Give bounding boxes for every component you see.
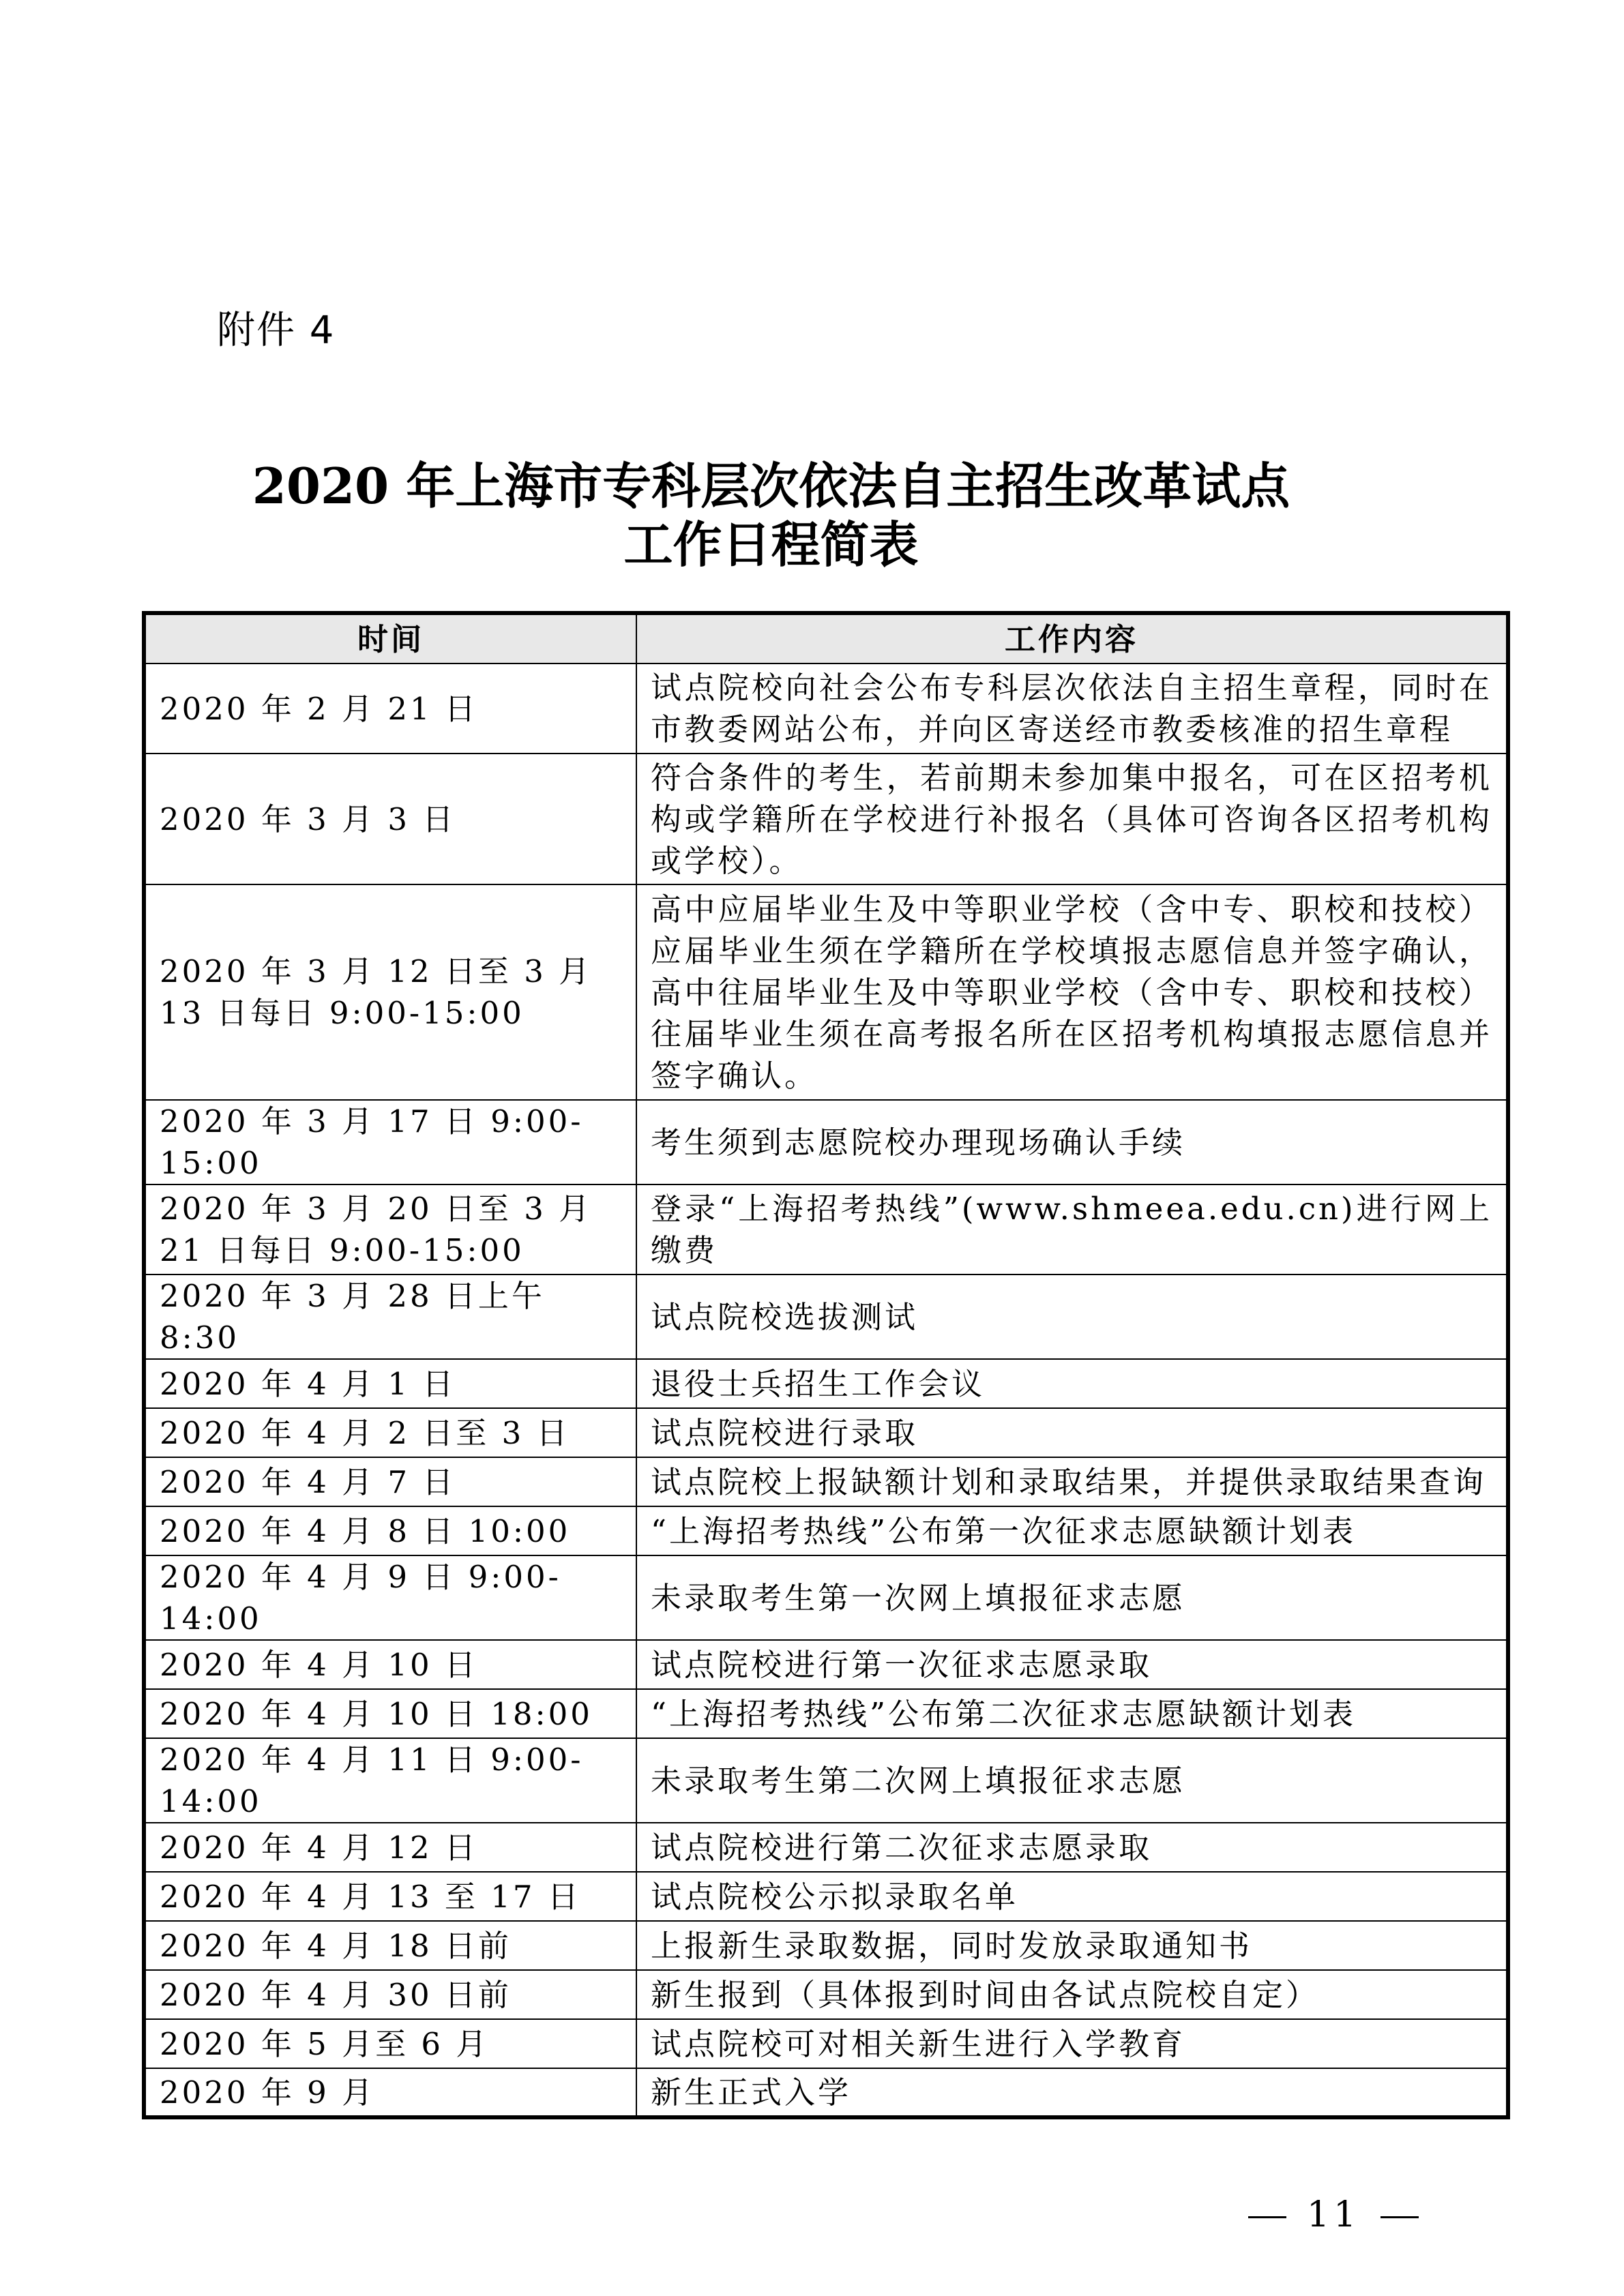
- content-cell: 试点院校公示拟录取名单: [636, 1872, 1508, 1921]
- table-row: [144, 2068, 1508, 2117]
- footer-dash-right: [1381, 2216, 1419, 2218]
- time-cell: 2020 年 3 月 28 日上午 8:30: [144, 1274, 636, 1359]
- header-content: 工作内容: [636, 613, 1508, 664]
- time-cell: 2020 年 4 月 10 日 18:00: [144, 1689, 636, 1738]
- content-cell: 试点院校上报缺额计划和录取结果，并提供录取结果查询: [636, 1457, 1508, 1506]
- table-row: [144, 1738, 1508, 1823]
- time-cell: 2020 年 5 月至 6 月: [144, 2019, 636, 2068]
- content-cell: 登录“上海招考热线”(www.shmeea.edu.cn)进行网上缴费: [636, 1184, 1508, 1274]
- table-row: [144, 1872, 1508, 1921]
- table-row: [144, 1100, 1508, 1184]
- table-header-row: [144, 613, 1508, 664]
- page-number: 11: [1307, 2194, 1361, 2235]
- content-cell: 未录取考生第二次网上填报征求志愿: [636, 1738, 1508, 1823]
- content-cell: 新生报到（具体报到时间由各试点院校自定）: [636, 1970, 1508, 2019]
- table-row: [144, 1689, 1508, 1738]
- table-row: [144, 1408, 1508, 1457]
- document-title-line1: 2020 年上海市专科层次依法自主招生改革试点: [252, 457, 1290, 515]
- table-row: [144, 1184, 1508, 1274]
- schedule-table: [142, 611, 1510, 2119]
- content-cell: 符合条件的考生，若前期未参加集中报名，可在区招考机构或学籍所在学校进行补报名（具体可咨询各区招考机构或学校）。: [636, 754, 1508, 884]
- content-cell: “上海招考热线”公布第二次征求志愿缺额计划表: [636, 1689, 1508, 1738]
- table-row: [144, 884, 1508, 1100]
- table-row: [144, 1359, 1508, 1408]
- table-row: [144, 1274, 1508, 1359]
- time-cell: 2020 年 2 月 21 日: [144, 664, 636, 754]
- content-cell: 考生须到志愿院校办理现场确认手续: [636, 1100, 1508, 1184]
- content-cell: 试点院校进行录取: [636, 1408, 1508, 1457]
- content-cell: 新生正式入学: [636, 2068, 1508, 2117]
- table-row: [144, 1921, 1508, 1970]
- time-cell: 2020 年 4 月 13 至 17 日: [144, 1872, 636, 1921]
- content-cell: 退役士兵招生工作会议: [636, 1359, 1508, 1408]
- table-row: [144, 1823, 1508, 1872]
- time-cell: 2020 年 4 月 30 日前: [144, 1970, 636, 2019]
- content-cell: “上海招考热线”公布第一次征求志愿缺额计划表: [636, 1506, 1508, 1555]
- content-cell: 试点院校进行第二次征求志愿录取: [636, 1823, 1508, 1872]
- time-cell: 2020 年 4 月 2 日至 3 日: [144, 1408, 636, 1457]
- document-title-line2: 工作日程简表: [623, 516, 919, 573]
- table-row: [144, 1457, 1508, 1506]
- content-cell: 高中应届毕业生及中等职业学校（含中专、职校和技校）应届毕业生须在学籍所在学校填报志愿信息并签字确认，高中往届毕业生及中等职业学校（含中专、职校和技校）往届毕业生须在高考报名所在区招考机构填报志愿信息并签字确认。: [636, 884, 1508, 1100]
- time-cell: 2020 年 4 月 12 日: [144, 1823, 636, 1872]
- table-row: [144, 754, 1508, 884]
- content-cell: 试点院校向社会公布专科层次依法自主招生章程，同时在市教委网站公布，并向区寄送经市教委核准的招生章程: [636, 664, 1508, 754]
- time-cell: 2020 年 3 月 20 日至 3 月 21 日每日 9:00-15:00: [144, 1184, 636, 1274]
- time-cell: 2020 年 4 月 10 日: [144, 1640, 636, 1689]
- time-cell: 2020 年 4 月 9 日 9:00-14:00: [144, 1555, 636, 1640]
- time-cell: 2020 年 9 月: [144, 2068, 636, 2117]
- time-cell: 2020 年 4 月 7 日: [144, 1457, 636, 1506]
- time-cell: 2020 年 4 月 1 日: [144, 1359, 636, 1408]
- page-footer: [1228, 2194, 1439, 2235]
- attachment-label: 附件 4: [217, 308, 336, 353]
- table-row: [144, 1555, 1508, 1640]
- content-cell: 试点院校进行第一次征求志愿录取: [636, 1640, 1508, 1689]
- content-cell: 上报新生录取数据，同时发放录取通知书: [636, 1921, 1508, 1970]
- time-cell: 2020 年 3 月 3 日: [144, 754, 636, 884]
- time-cell: 2020 年 4 月 8 日 10:00: [144, 1506, 636, 1555]
- content-cell: 试点院校可对相关新生进行入学教育: [636, 2019, 1508, 2068]
- content-cell: 试点院校选拔测试: [636, 1274, 1508, 1359]
- table-row: [144, 1640, 1508, 1689]
- table-row: [144, 2019, 1508, 2068]
- time-cell: 2020 年 4 月 11 日 9:00-14:00: [144, 1738, 636, 1823]
- table-row: [144, 1970, 1508, 2019]
- table-row: [144, 1506, 1508, 1555]
- time-cell: 2020 年 3 月 17 日 9:00-15:00: [144, 1100, 636, 1184]
- time-cell: 2020 年 3 月 12 日至 3 月 13 日每日 9:00-15:00: [144, 884, 636, 1100]
- content-cell: 未录取考生第一次网上填报征求志愿: [636, 1555, 1508, 1640]
- time-cell: 2020 年 4 月 18 日前: [144, 1921, 636, 1970]
- table-row: [144, 664, 1508, 754]
- header-time: 时间: [144, 613, 636, 664]
- footer-dash-left: [1248, 2216, 1286, 2218]
